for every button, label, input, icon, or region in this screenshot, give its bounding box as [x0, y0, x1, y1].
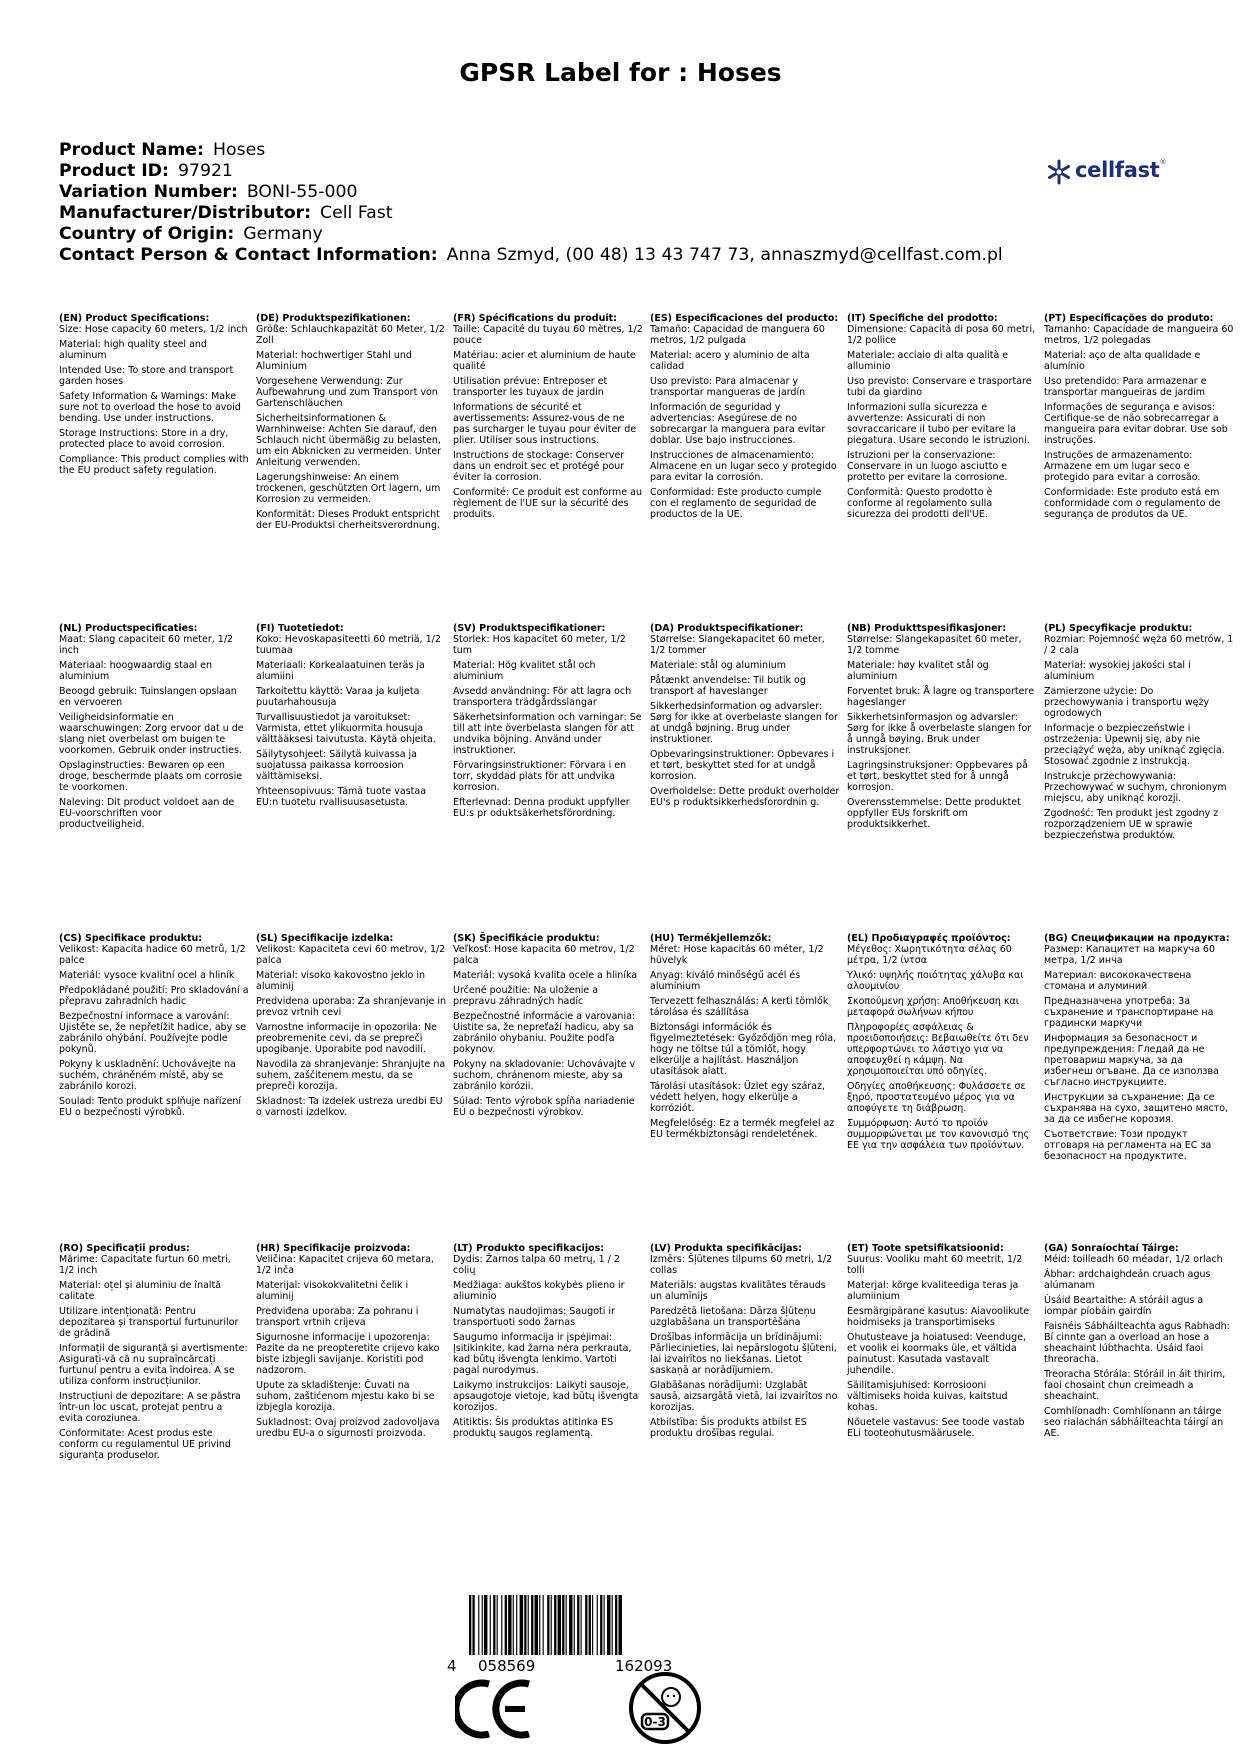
spec-line: Biztonsági információk és figyelmeztetések: Győződjön meg róla, hogy ne töltse túl a tömlőt, hogy elkerülje a hajlítást. Használjon utasítások alatt. — [650, 1022, 837, 1077]
spec-line: Veľkosť: Hose kapacita 60 metrov, 1/2 palca — [453, 944, 635, 966]
spec-line: Vorgesehene Verwendung: Zur Aufbewahrung und zum Transport von Gartenschläuchen — [256, 376, 438, 409]
spec-line: Lagringsinstruksjoner: Oppbevares på et tørt, beskyttet sted for å unngå korrosjon. — [847, 760, 1028, 793]
spec-line: Sikkerhetsinformasjon og advarsler: Sørg for ikke å overbelaste slangen for å unngå bøying. Bruk under instruksjoner. — [847, 712, 1032, 756]
spec-line: Sikkerhedsinformation og advarsler: Sørg for ikke at overbelaste slangen for at undgå bøjning. Brug under instruktioner. — [650, 701, 838, 745]
spec-line: Materiál: vysoká kvalita ocele a hliníka — [453, 970, 638, 981]
spec-line: Conformidad: Este producto cumple con el reglamento de seguridad de productos de la UE. — [650, 487, 822, 520]
spec-line: Bezpečnostní informace a varování: Ujistěte se, že nepřetížit hadice, aby se zabránilo ohýbání. Používejte podle pokynů. — [59, 1011, 247, 1055]
barcode-bar — [528, 1595, 529, 1655]
spec-line: Размер: Капацитет на маркуча 60 метра, 1/2 инча — [1044, 944, 1216, 966]
spec-line: Paredzētā lietošana: Dārza šļūteņu uzglabāšana un transportēšana — [650, 1306, 816, 1328]
barcode-bar — [531, 1595, 533, 1655]
barcode-bar — [547, 1595, 549, 1655]
spec-line: Comhlíonadh: Comhlíonann an táirge seo rialachán sábháilteachta táirgí an AE. — [1044, 1406, 1224, 1439]
barcode-bar — [569, 1595, 572, 1655]
spec-line: Tarkoitettu käyttö: Varaa ja kuljeta puutarhahousuja — [256, 686, 420, 708]
age-warning-icon — [625, 1668, 705, 1748]
spec-row-3 — [59, 933, 1239, 1243]
barcode-bar — [493, 1595, 495, 1655]
barcode-bar — [543, 1595, 544, 1655]
spec-line: Materiál: vysoce kvalitní ocel a hliník — [59, 970, 235, 981]
spec-line: Saugumo informacija ir įspėjimai: Įsitikinkite, kad žarna nėra perkrauta, kad būtų išvengta lenkimo. Vartoti pagal nurodymus. — [453, 1332, 632, 1376]
spec-section-sk — [453, 933, 643, 1122]
ce-mark-icon — [455, 1674, 535, 1744]
section-heading: (EN) Product Specifications: — [59, 313, 210, 324]
spec-row-1 — [59, 313, 1239, 623]
section-heading: (PL) Specyfikacje produktu: — [1044, 623, 1193, 634]
spec-line: Storlek: Hos kapacitet 60 meter, 1/2 tum — [453, 634, 626, 656]
spec-line: Veiligheidsinformatie en waarschuwingen: Zorg ervoor dat u de slang niet overbelast om buigen te voorkomen. Gebruik onder instructies. — [59, 712, 244, 756]
barcode-bar — [558, 1595, 561, 1655]
spec-line: Storage Instructions: Store in a dry, protected place to avoid corrosion. — [59, 428, 229, 450]
section-heading: (GA) Sonraíochtaí Táirge: — [1044, 1243, 1179, 1254]
barcode-bar — [472, 1595, 474, 1655]
section-heading: (HR) Specifikacije proizvoda: — [256, 1243, 411, 1254]
spec-line: Dimensione: Capacità di posa 60 metri, 1/2 pollice — [847, 324, 1036, 346]
spec-section-ga — [1044, 1243, 1234, 1443]
spec-line: Instrucțiuni de depozitare: A se păstra într-un loc uscat, protejat pentru a evita coroziunea. — [59, 1391, 241, 1424]
variation-row — [59, 182, 1019, 203]
product-name-label: Product Name: — [59, 140, 205, 160]
manufacturer-row — [59, 203, 1019, 224]
section-heading: (ES) Especificaciones del producto: — [650, 313, 839, 324]
product-id-label: Product ID: — [59, 161, 169, 181]
spec-section-pt — [1044, 313, 1234, 524]
barcode-bar — [566, 1595, 567, 1655]
spec-line: Předpokládané použití: Pro skladování a přepravu zahradních hadic — [59, 985, 249, 1007]
spec-line: Material: hochwertiger Stahl und Aluminium — [256, 350, 412, 372]
barcode-bar — [539, 1595, 540, 1655]
section-heading: (BG) Спецификации на продукта: — [1044, 933, 1230, 944]
spec-line: Nõuetele vastavus: See toode vastab ELi tooteohutusmäärusele. — [847, 1417, 1025, 1439]
spec-line: Laikymo instrukcijos: Laikyti sausoje, apsaugotoje vietoje, kad būtų išvengta korozijos. — [453, 1380, 639, 1413]
spec-row-4 — [59, 1243, 1239, 1553]
spec-line: Safety Information & Warnings: Make sure not to overload the hose to avoid bending. Use under instructions. — [59, 391, 241, 424]
spec-line: Izmērs: Šļūtenes tilpums 60 metri, 1/2 collas — [650, 1254, 833, 1276]
section-heading: (FR) Spécifications du produit: — [453, 313, 617, 324]
spec-line: Úsáid Beartaithe: A stóráil agus a iompar píobáin gairdín — [1044, 1295, 1204, 1317]
spec-section-pl — [1044, 623, 1234, 845]
section-heading: (CS) Specifikace produktu: — [59, 933, 203, 944]
spec-line: Material: Hög kvalitet stål och aluminium — [453, 660, 596, 682]
barcode-bar — [535, 1595, 538, 1655]
spec-line: Glabāšanas norādījumi: Uzglabāt sausā, aizsargātā vietā, lai izvairītos no korozijas. — [650, 1380, 838, 1413]
spec-line: Overholdelse: Dette produkt overholder EU's p roduktsikkerhedsforordnin g. — [650, 786, 840, 808]
spec-section-nb — [847, 623, 1037, 834]
spec-line: Uso pretendido: Para armazenar e transportar mangueiras de jardim — [1044, 376, 1207, 398]
barcode-bar — [554, 1595, 556, 1655]
origin-value: Germany — [243, 224, 323, 244]
product-id-value: 97921 — [177, 161, 233, 181]
spec-line: Utilizare intenționată: Pentru depozitarea și transportul furtunurilor de grădină — [59, 1306, 239, 1339]
barcode-bar — [574, 1595, 575, 1655]
section-heading: (EL) Προδιαγραφές προϊόντος: — [847, 933, 1011, 944]
spec-line: Säkerhetsinformation och varningar: Se till att inte överbelasta slangen för att undvika böjning. Använd under instruktioner. — [453, 712, 642, 756]
origin-label: Country of Origin: — [59, 224, 235, 244]
spec-section-de — [256, 313, 446, 535]
barcode-bar — [604, 1595, 605, 1655]
spec-line: Conformidade: Este produto está em conformidade com o regulamento de segurança de produtos da UE. — [1044, 487, 1221, 520]
spec-line: Informations de sécurité et avertissements: Assurez-vous de ne pas surcharger le tuyau pour éviter de plier. Utiliser sous instructions. — [453, 402, 637, 446]
spec-line: Efterlevnad: Denna produkt uppfyller EU:s pr oduktsäkerhetsförordning. — [453, 797, 630, 819]
spec-line: Forventet bruk: Å lagre og transportere hageslanger — [847, 686, 1035, 708]
spec-line: Størrelse: Slangekapasitet 60 meter, 1/2 tomme — [847, 634, 1022, 656]
spec-line: Информация за безопасност и предупреждения: Гледай да не претовариш маркуча, за да избегнеш огъване. Да се използва съгласно инструкциите. — [1044, 1033, 1219, 1088]
spec-line: Materiāls: augstas kvalitātes tērauds un alumīnijs — [650, 1280, 826, 1302]
barcode-bar — [516, 1595, 517, 1655]
spec-line: Istruzioni per la conservazione: Conservare in un luogo asciutto e protetto per evitare la corrosione. — [847, 450, 1008, 483]
spec-row-2 — [59, 623, 1239, 933]
spec-section-et — [847, 1243, 1037, 1443]
logo-text: cellfast® — [1075, 158, 1167, 182]
spec-line: Zgodność: Ten produkt jest zgodny z rozporządzeniem UE w sprawie bezpieczeństwa produktów. — [1044, 808, 1219, 841]
spec-line: Material: high quality steel and aluminum — [59, 339, 207, 361]
origin-row — [59, 224, 1019, 245]
spec-line: Anyag: kiváló minőségű acél és alumínium — [650, 970, 801, 992]
spec-line: Soulad: Tento produkt splňuje nařízení EU o bezpečnosti výrobků. — [59, 1096, 242, 1118]
spec-line: Predvidena uporaba: Za shranjevanje in prevoz vrtnih cevi — [256, 996, 446, 1018]
spec-line: Материал: висококачествена стомана и алуминий — [1044, 970, 1192, 992]
snowflake-icon — [1045, 158, 1073, 186]
spec-line: Materiaal: hoogwaardig staal en aluminium — [59, 660, 213, 682]
page-title: GPSR Label for : Hoses — [459, 58, 782, 87]
spec-line: Taille: Capacité du tuyau 60 mètres, 1/2 pouce — [453, 324, 643, 346]
spec-section-nl — [59, 623, 249, 834]
spec-line: Tárolási utasítások: Üzlet egy száraz, védett helyen, hogy elkerülje a korróziót. — [650, 1081, 825, 1114]
spec-line: Eesmärgipärane kasutus: Aiavoolikute hoidmiseks ja transportimiseks — [847, 1306, 1030, 1328]
barcode-bar — [520, 1595, 523, 1655]
spec-line: Určené použitie: Na uloženie a prepravu záhradných hadíc — [453, 985, 599, 1007]
spec-line: Intended Use: To store and transport garden hoses — [59, 365, 234, 387]
barcode-bar — [497, 1595, 498, 1655]
spec-line: Instructions de stockage: Conserver dans un endroit sec et protégé pour éviter la corrosion. — [453, 450, 625, 483]
spec-line: Uso previsto: Conservare e trasportare tubi da giardino — [847, 376, 1032, 398]
spec-line: Zamierzone użycie: Do przechowywania i transportu węży ogrodowych — [1044, 686, 1210, 719]
product-name-row — [59, 140, 1019, 161]
spec-line: Lagerungshinweise: An einem trockenen, geschützten Ort lagern, um Korrosion zu vermeiden. — [256, 472, 441, 505]
barcode-bar — [592, 1595, 593, 1655]
spec-line: Yhteensopivuus: Tämä tuote vastaa EU:n tuotetu rvallisuusasetusta. — [256, 786, 427, 808]
barcode-bar — [505, 1595, 507, 1655]
spec-line: Pokyny na skladovanie: Uchovávajte v suchom, chránenom mieste, aby sa zabránilo korózii. — [453, 1059, 636, 1092]
spec-section-en — [59, 313, 249, 480]
section-heading: (HU) Termékjellemzők: — [650, 933, 772, 944]
variation-value: BONI-55-000 — [246, 182, 358, 202]
spec-line: Instrukcje przechowywania: Przechowywać w suchym, chronionym miejscu, aby uniknąć korozji. — [1044, 771, 1227, 804]
spec-line: Tervezett felhasználás: A kerti tömlők tárolása és szállítása — [650, 996, 829, 1018]
spec-line: Velikost: Kapaciteta cevi 60 metrov, 1/2 palca — [256, 944, 446, 966]
barcode-bar — [597, 1595, 598, 1655]
spec-line: Faisnéis Sábháilteachta agus Rabhadh: Bí cinnte gan a overload an hose a sheachaint lúbthachta. Úsáid faoi threoracha. — [1044, 1321, 1230, 1365]
barcode-bar — [581, 1595, 582, 1655]
spec-line: Tamanho: Capacidade de mangueira 60 metros, 1/2 polegadas — [1044, 324, 1234, 346]
spec-line: Σκοπούμενη χρήση: Αποθήκευση και μεταφορά σωλήνων κήπου — [847, 996, 1020, 1018]
spec-line: Materiale: acciaio di alta qualità e alluminio — [847, 350, 1009, 372]
spec-line: Pokyny k uskladnění: Uchovávejte na suchém, chráněném místě, aby se zabránilo korozi. — [59, 1059, 236, 1092]
contact-value: Anna Szmyd, (00 48) 13 43 747 73, annaszmyd@cellfast.com.pl — [446, 245, 1003, 265]
spec-line: Informații de siguranță și avertismente: Asigurați-vă că nu supraîncărcați furtunul pentru a evita îndoirea. A se utiliza conform instrucțiunilor. — [59, 1343, 248, 1387]
spec-line: Sigurnosne informacije i upozorenja: Pazite da ne preopteretite crijevo kako biste izbjegli savijanje. Koristiti pod nadzorom. — [256, 1332, 440, 1376]
spec-section-ro — [59, 1243, 249, 1465]
spec-line: Förvaringsinstruktioner: Förvara i en torr, skyddad plats för att undvika korrosion. — [453, 760, 627, 793]
spec-section-hr — [256, 1243, 446, 1443]
spec-line: Información de seguridad y advertencias: Asegúrese de no sobrecargar la manguera para evitar doblar. Use bajo instrucciones. — [650, 402, 826, 446]
product-name-value: Hoses — [213, 140, 266, 160]
spec-line: Materiale: stål og aluminium — [650, 660, 786, 671]
spec-line: Mărime: Capacitate furtun 60 metri, 1/2 inch — [59, 1254, 231, 1276]
spec-line: Conformità: Questo prodotto è conforme al regolamento sulla sicurezza dei prodotti dell'UE. — [847, 487, 993, 520]
contact-label: Contact Person & Contact Information: — [59, 245, 438, 265]
spec-line: Atbilstība: Šis produkts atbilst ES produktu drošības regulai. — [650, 1417, 807, 1439]
spec-line: Bezpečnostné informácie a varovania: Uistite sa, že nepreťaží hadicu, aby sa zabránilo ohybaniu. Použite podľa pokynov. — [453, 1011, 636, 1055]
barcode-bar — [589, 1595, 591, 1655]
spec-section-es — [650, 313, 840, 524]
barcode-bar — [562, 1595, 564, 1655]
spec-line: Material: visoko kakovostno jeklo in aluminij — [256, 970, 426, 992]
spec-line: Conformitate: Acest produs este conform cu regulamentul UE privind siguranța produselor. — [59, 1428, 231, 1461]
spec-line: Maat: Slang capaciteit 60 meter, 1/2 inch — [59, 634, 234, 656]
spec-line: Υλικό: υψηλής ποιότητας χάλυβα και αλουμινίου — [847, 970, 1024, 992]
spec-line: Materiał: wysokiej jakości stal i aluminium — [1044, 660, 1191, 682]
barcode-bar — [551, 1595, 552, 1655]
spec-line: Opslaginstructies: Bewaren op een droge, beschermde plaats om corrosie te voorkomen. — [59, 760, 243, 793]
spec-line: Avsedd användning: För att lagra och transportera trädgårdsslangar — [453, 686, 632, 708]
spec-section-el — [847, 933, 1037, 1155]
spec-line: Μέγεθος: Χωρητικότητα σέλας 60 μέτρα, 1/2 ίντσα — [847, 944, 1012, 966]
cellfast-logo — [1045, 158, 1175, 186]
spec-line: Méret: Hose kapacitás 60 méter, 1/2 hüvelyk — [650, 944, 824, 966]
spec-line: Varnostne informacije in opozorila: Ne preobremenite cevi, da se prepreči upogibanje. Uporabite pod navodili. — [256, 1022, 438, 1055]
spec-section-bg — [1044, 933, 1234, 1166]
age-range-text: 0-3 — [644, 1715, 666, 1729]
spec-line: Treoracha Stórála: Stóráil in áit thirim, faoi chosaint chun creimeadh a sheachaint. — [1044, 1369, 1226, 1402]
spec-line: Informazioni sulla sicurezza e avvertenze: Assicurati di non sovraccaricare il tubo per evitare la piegatura. Usare secondo le istruzioni. — [847, 402, 1030, 446]
spec-line: Material: oțel și aluminiu de înaltă calitate — [59, 1280, 222, 1302]
spec-line: Súlad: Tento výrobok spĺňa nariadenie EÚ o bezpečnosti výrobkov. — [453, 1096, 635, 1118]
barcode-bar — [600, 1595, 602, 1655]
certification-marks — [455, 1672, 705, 1752]
spec-line: Veličina: Kapacitet crijeva 60 metara, 1/2 inča — [256, 1254, 434, 1276]
barcode-bar — [524, 1595, 526, 1655]
spec-line: Rozmiar: Pojemność węża 60 metrów, 1 / 2 cala — [1044, 634, 1234, 656]
spec-line: Πληροφορίες ασφάλειας & προειδοποιήσεις: Βεβαιωθείτε ότι δεν υπερφορτώνει το λάστιχο για να αποφευχθεί η κάμψη. Να χρησιμοποιείται υπό οδηγίες. — [847, 1022, 1029, 1077]
barcode-bar — [513, 1595, 514, 1655]
spec-line: Compliance: This product complies with the EU product safety regulation. — [59, 454, 249, 476]
spec-line: Materiaali: Korkealaatuinen teräs ja alumiini — [256, 660, 425, 682]
spec-line: Matériau: acier et aluminium de haute qualité — [453, 350, 636, 372]
spec-line: Koko: Hevoskapasiteetti 60 metriä, 1/2 tuumaa — [256, 634, 441, 656]
barcode-bar — [490, 1595, 491, 1655]
spec-line: Overensstemmelse: Dette produktet oppfyller EUs forskrift om produktsikkerhet. — [847, 797, 1021, 830]
spec-line: Méid: toilleadh 60 méadar, 1/2 orlach — [1044, 1254, 1223, 1265]
spec-line: Skladnost: Ta izdelek ustreza uredbi EU o varnosti izdelkov. — [256, 1096, 443, 1118]
product-info — [59, 140, 1019, 266]
barcode-bar — [612, 1595, 613, 1655]
spec-line: Инструкции за съхранение: Да се съхранява на сухо, защитено място, за да се избегне корозия. — [1044, 1092, 1229, 1125]
spec-line: Størrelse: Slangekapacitet 60 meter, 1/2 tommer — [650, 634, 825, 656]
section-heading: (FI) Tuotetiedot: — [256, 623, 344, 634]
section-heading: (LT) Produkto specifikacijos: — [453, 1243, 605, 1254]
spec-line: Predviđena uporaba: Za pohranu i transport vrtnih crijeva — [256, 1306, 419, 1328]
spec-line: Påtænkt anvendelse: Til butik og transport af haveslanger — [650, 675, 806, 697]
spec-line: Säilytysohjeet: Säilytä kuivassa ja suojatussa paikassa korroosion välttämiseksi. — [256, 749, 417, 782]
spec-line: Sicherheitsinformationen & Warnhinweise: Achten Sie darauf, den Schlauch nicht übermäßig zu belasten, um ein Abknicken zu vermeiden. Unter Anleitung verwenden. — [256, 413, 442, 468]
section-heading: (ET) Toote spetsifikatsioonid: — [847, 1243, 1004, 1254]
spec-line: Предназначена употреба: За съхранение и транспортиране на градински маркучи — [1044, 996, 1214, 1029]
spec-line: Uso previsto: Para almacenar y transportar mangueras de jardín — [650, 376, 806, 398]
spec-section-da — [650, 623, 840, 812]
barcode-bar — [577, 1595, 579, 1655]
spec-line: Tamaño: Capacidad de manguera 60 metros, 1/2 pulgada — [650, 324, 825, 346]
spec-line: Konformität: Dieses Produkt entspricht der EU-Produktsi cherheitsverordnung. — [256, 509, 441, 531]
spec-line: Atitiktis: Šis produktas atitinka ES produktų saugos reglamentą. — [453, 1417, 614, 1439]
section-heading: (NB) Produkttspesifikasjoner: — [847, 623, 1007, 634]
ean-barcode — [443, 1595, 718, 1675]
barcode-bar — [619, 1595, 622, 1655]
spec-section-hu — [650, 933, 840, 1144]
spec-line: Material: acero y aluminio de alta calidad — [650, 350, 810, 372]
spec-line: Instrucciones de almacenamiento: Almacene en un lugar seco y protegido para evitar la corrosión. — [650, 450, 837, 483]
barcode-group-2: 162093 — [615, 1657, 673, 1675]
barcode-group-1: 058569 — [478, 1657, 536, 1675]
barcode-bar — [469, 1595, 471, 1655]
spec-line: Suurus: Vooliku maht 60 meetrit, 1/2 tolli — [847, 1254, 1023, 1276]
spec-line: Beoogd gebruik: Tuinslangen opslaan en vervoeren — [59, 686, 237, 708]
spec-section-lv — [650, 1243, 840, 1443]
manufacturer-label: Manufacturer/Distributor: — [59, 203, 312, 223]
spec-line: Opbevaringsinstruktioner: Opbevares i et tørt, beskyttet sted for at undgå korrosion. — [650, 749, 835, 782]
section-heading: (NL) Productspecificaties: — [59, 623, 198, 634]
section-heading: (LV) Produkta specifikācijas: — [650, 1243, 802, 1254]
barcode-bar — [585, 1595, 587, 1655]
spec-section-sl — [256, 933, 446, 1122]
barcode-bar — [484, 1595, 487, 1655]
spec-line: Materijal: visokokvalitetni čelik i aluminij — [256, 1280, 409, 1302]
manufacturer-value: Cell Fast — [320, 203, 393, 223]
spec-section-it — [847, 313, 1037, 524]
spec-section-lt — [453, 1243, 643, 1443]
spec-line: Upute za skladištenje: Čuvati na suhom, zaštićenom mjestu kako bi se izbjegla korozija. — [256, 1380, 435, 1413]
spec-line: Sukladnost: Ovaj proizvod zadovoljava uredbu EU-a o sigurnosti proizvoda. — [256, 1417, 440, 1439]
barcode-bars — [443, 1595, 718, 1675]
spec-line: Numatytas naudojimas: Saugoti ir transportuoti sodo žarnas — [453, 1306, 615, 1328]
contact-row — [59, 245, 1019, 266]
section-heading: (DA) Produktspecifikationer: — [650, 623, 804, 634]
spec-line: Turvallisuustiedot ja varoitukset: Varmista, ettet ylikuormita housuja välttääksesi taivutusta. Käytä ohjeita. — [256, 712, 436, 745]
spec-line: Navodila za shranjevanje: Shranjujte na suhem, zaščitenem mestu, da se prepreči korozija. — [256, 1059, 446, 1092]
spec-line: Instruções de armazenamento: Armazene em um lugar seco e protegido para evitar a corrosão. — [1044, 450, 1201, 483]
barcode-bar — [607, 1595, 610, 1655]
spec-line: Megfelelőség: Ez a termék megfelel az EU termékbiztonsági rendeletének. — [650, 1118, 835, 1140]
spec-line: Material: aço de alta qualidade e alumínio — [1044, 350, 1201, 372]
spec-line: Ábhar: ardchaighdeán cruach agus alúmanam — [1044, 1269, 1211, 1291]
spec-line: Materjal: kõrge kvaliteediga teras ja alumiinium — [847, 1280, 1019, 1302]
spec-line: Utilisation prévue: Entreposer et transporter les tuyaux de jardin — [453, 376, 608, 398]
spec-line: Conformité: Ce produit est conforme au règlement de l'UE sur la sécurité des produits. — [453, 487, 642, 520]
spec-section-sv — [453, 623, 643, 823]
spec-line: Οδηγίες αποθήκευσης: Φυλάσσετε σε ξηρό, προστατευμένο μέρος για να αποφύγετε τη διάβρωση. — [847, 1081, 1026, 1114]
section-heading: (SK) Špecifikácie produktu: — [453, 933, 600, 944]
barcode-bar — [615, 1595, 617, 1655]
section-heading: (SV) Produktspecifikationer: — [453, 623, 606, 634]
spec-line: Informacje o bezpieczeństwie i ostrzeżenia: Upewnij się, aby nie przeciążyć węża, aby uniknąć zgięcia. Stosować zgodnie z instrukcją. — [1044, 723, 1225, 767]
section-heading: (SL) Specifikacije izdelka: — [256, 933, 394, 944]
section-heading: (DE) Produktspezifikationen: — [256, 313, 411, 324]
variation-label: Variation Number: — [59, 182, 238, 202]
spec-line: Säilitamisjuhised: Korrosiooni vältimiseks hoida kuivas, kaitstud kohas. — [847, 1380, 1008, 1413]
spec-section-fi — [256, 623, 446, 812]
product-id-row — [59, 161, 1019, 182]
spec-line: Ohutusteave ja hoiatused: Veenduge, et voolik ei koormaks üle, et vältida painutust. Kasutada vastavalt juhendile. — [847, 1332, 1027, 1376]
spec-line: Συμμόρφωση: Αυτό το προϊόν συμμορφώνεται με τον κανονισμό της ΕΕ για την ασφάλεια των προϊόντων. — [847, 1118, 1030, 1151]
barcode-bar — [482, 1595, 483, 1655]
spec-section-fr — [453, 313, 643, 524]
spec-line: Dydis: Žarnos talpa 60 metrų, 1 / 2 colių — [453, 1254, 620, 1276]
barcode-bar — [478, 1595, 479, 1655]
spec-line: Size: Hose capacity 60 meters, 1/2 inch — [59, 324, 248, 335]
spec-line: Medžiaga: aukštos kokybės plieno ir aliuminio — [453, 1280, 625, 1302]
spec-line: Materiale: høy kvalitet stål og aluminium — [847, 660, 989, 682]
section-heading: (RO) Specificații produs: — [59, 1243, 190, 1254]
spec-line: Drošības informācija un brīdinājumi: Pārliecinieties, lai nepārslogotu šļūteni, lai izvairītos no liekšanas. Lietot saskaņā ar norādījumiem. — [650, 1332, 837, 1376]
barcode-left-digit: 4 — [447, 1657, 457, 1675]
spec-section-cs — [59, 933, 249, 1122]
section-heading: (IT) Specifiche del prodotto: — [847, 313, 998, 324]
section-heading: (PT) Especificações do produto: — [1044, 313, 1214, 324]
spec-line: Größe: Schlauchkapazität 60 Meter, 1/2 Zoll — [256, 324, 445, 346]
barcode-bar — [508, 1595, 511, 1655]
spec-line: Velikost: Kapacita hadice 60 metrů, 1/2 palce — [59, 944, 246, 966]
spec-line: Naleving: Dit product voldoet aan de EU-voorschriften voor productveiligheid. — [59, 797, 235, 830]
spec-line: Informações de segurança e avisos: Certifique-se de não sobrecarregar a mangueira para evitar dobrar. Use sob instruções. — [1044, 402, 1228, 446]
spec-line: Съответствие: Този продукт отговаря на регламента на ЕС за безопасност на продуктите. — [1044, 1129, 1212, 1162]
barcode-bar — [501, 1595, 502, 1655]
